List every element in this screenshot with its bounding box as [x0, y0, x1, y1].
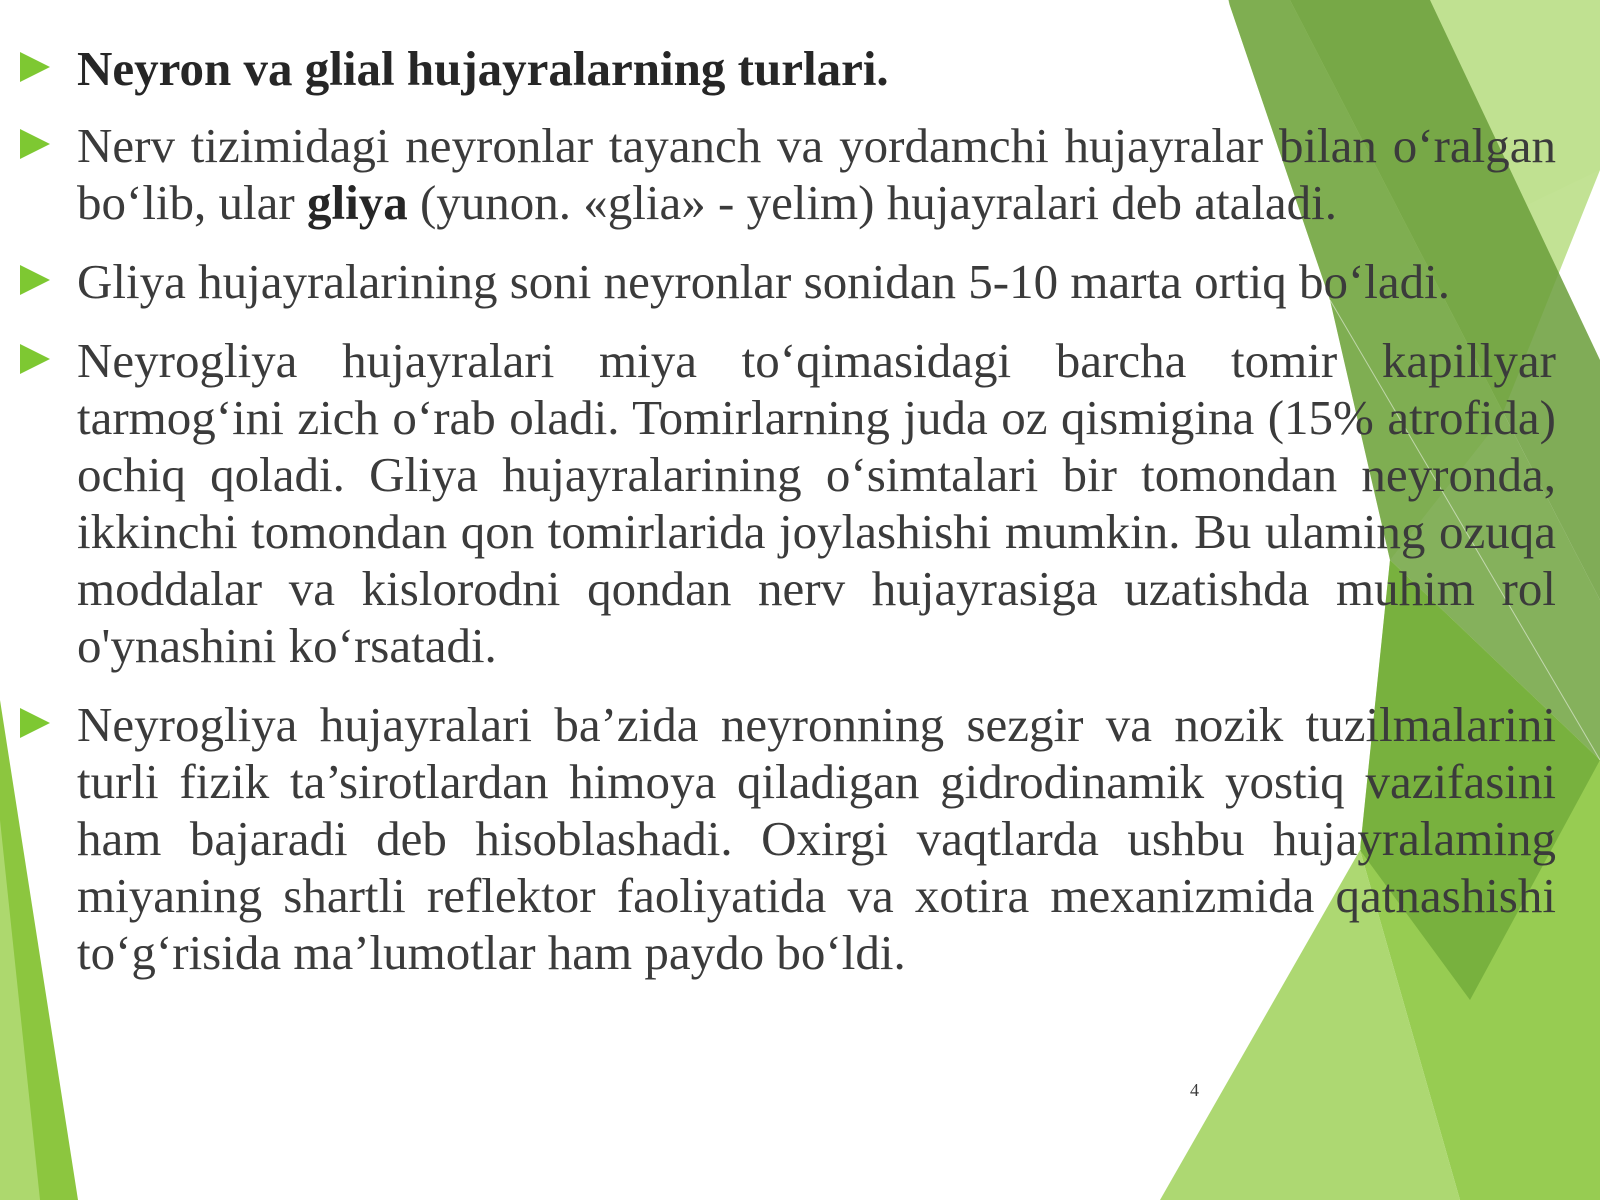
bullet-item-glia-definition — [0, 117, 1600, 231]
bullet-triangle-icon — [20, 265, 50, 295]
paragraph-text: (yunon. «glia» - yelim) hujayralari deb ataladi. — [407, 175, 1338, 230]
bullet-triangle-icon — [20, 52, 50, 82]
paragraph-text: Neyrogliya hujayralari ba’zida neyronning sezgir va nozik tuzilmalarini turli fizik ta’sirotlardan himoya qiladigan gidrodinamik yostiq vazifasini ham bajaradi deb hisoblashadi. Oxirgi vaqtlarda ushbu hujayralaming miyaning shartli reflektor faoliyatida va xotira mexanizmida qatnashishi to‘g‘risida ma’lumotlar ham paydo bo‘ldi. — [77, 697, 1556, 980]
paragraph-text: Neyrogliya hujayralari miya to‘qimasidagi barcha tomir kapillyar tarmog‘ini zich o‘rab oladi. Tomirlarning juda oz qismigina (15% atrofida) ochiq qoladi. Gliya hujayralarining o‘simtalari bir tomondan neyronda, ikkinchi tomondan qon tomirlarida joylashishi mumkin. Bu ulaming ozuqa moddalar va kislorodni qondan nerv hujayrasiga uzatishda muhim rol o'ynashini ko‘rsatadi. — [77, 333, 1556, 673]
slide-title: Neyron va glial hujayralarning turlari. — [77, 41, 889, 96]
bullet-triangle-icon — [20, 708, 50, 738]
bullet-triangle-icon — [20, 344, 50, 374]
bullet-triangle-icon — [20, 129, 50, 159]
bullet-item-neuroglia-protection — [0, 696, 1600, 981]
paragraph-text: Gliya hujayralarining soni neyronlar sonidan 5-10 marta ortiq bo‘ladi. — [77, 254, 1451, 309]
bullet-item-neuroglia-capillary — [0, 332, 1600, 674]
bullet-list — [0, 40, 1600, 1003]
paragraph-text: Nerv tizimidagi neyronlar tayanch va yordamchi hujayralar bilan o‘ralgan bo‘lib, ular — [77, 118, 1556, 230]
bold-term: gliya — [306, 175, 408, 230]
page-number: 4 — [1190, 1080, 1199, 1100]
bullet-item-title — [0, 40, 1600, 97]
bullet-item-glia-count — [0, 253, 1600, 310]
